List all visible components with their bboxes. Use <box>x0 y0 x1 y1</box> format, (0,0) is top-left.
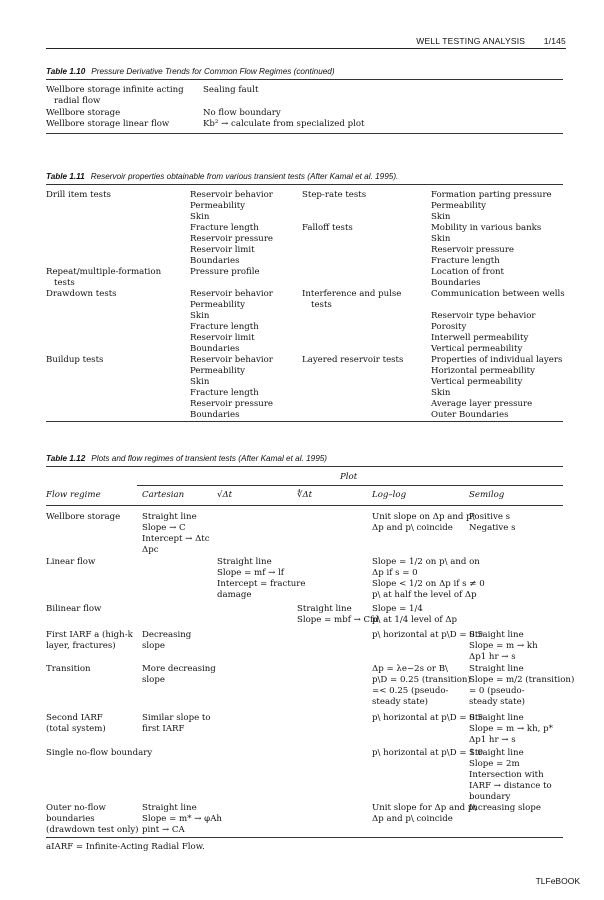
table-cell: IARF → distance to <box>469 781 552 791</box>
table-cell: Porosity <box>431 322 467 332</box>
table-cell: p\ at 1/4 level of Δp <box>372 615 458 625</box>
table-cell: Bilinear flow <box>46 604 102 614</box>
table-cell: slope <box>142 675 165 685</box>
table-cell: Slope = m/2 (transition) <box>469 675 575 685</box>
table-cell: Unit slope on Δp and p\ <box>372 512 475 522</box>
table-rule <box>46 505 563 506</box>
table-1-11-caption <box>46 172 398 181</box>
column-header: √Δt <box>217 490 233 500</box>
table-cell: Intercept → Δtc <box>142 534 210 544</box>
column-header: Semilog <box>469 490 505 500</box>
table-cell: Interwell permeability <box>431 333 529 343</box>
table-cell: p\ at half the level of Δp <box>372 590 477 600</box>
table-cell: damage <box>217 590 252 600</box>
table-cell: Buildup tests <box>46 355 104 365</box>
table-cell: layer, fractures) <box>46 641 116 651</box>
table-label: Table 1.12 <box>46 454 86 463</box>
table-cell: Negative s <box>469 523 516 533</box>
table-cell: Wellbore storage linear flow <box>46 119 170 129</box>
table-cell: Permeability <box>431 201 487 211</box>
table-cell: Average layer pressure <box>431 399 533 409</box>
table-cell: Reservoir pressure <box>190 399 274 409</box>
table-cell: Permeability <box>190 300 246 310</box>
table-cell: slope <box>142 641 165 651</box>
page-number: 1/145 <box>543 36 566 46</box>
table-cell: Straight line <box>469 713 524 723</box>
table-cell: Reservoir behavior <box>190 355 273 365</box>
table-cell: Skin <box>190 212 210 222</box>
table-cell: =< 0.25 (pseudo- <box>372 686 449 696</box>
table-cell: boundaries <box>46 814 95 824</box>
table-cell: Horizontal permeability <box>431 366 535 376</box>
table-cell: Fracture length <box>431 256 500 266</box>
table-cell: Slope = m → kh, p* <box>469 724 553 734</box>
table-rule <box>46 466 563 467</box>
table-cell: No flow boundary <box>203 108 281 118</box>
table-cell: Slope = m → kh <box>469 641 538 651</box>
table-cell: Reservoir pressure <box>190 234 274 244</box>
table-cell: Boundaries <box>431 278 481 288</box>
table-1-10-caption <box>46 67 335 76</box>
table-cell: Δp1 hr → s <box>469 735 516 745</box>
footnote: aIARF = Infinite-Acting Radial Flow. <box>46 842 205 852</box>
table-cell: Outer Boundaries <box>431 410 509 420</box>
table-cell: Vertical permeability <box>431 377 523 387</box>
table-cell: p\ horizontal at p\D = 0.5 <box>372 630 483 640</box>
table-cell: Δp if s = 0 <box>372 568 418 578</box>
caption-text: Reservoir properties obtainable from various transient tests (After Kamal et al. 1995). <box>90 172 399 181</box>
table-cell: Slope = m* → φAh <box>142 814 222 824</box>
table-cell: More decreasing <box>142 664 216 674</box>
table-cell: Properties of individual layers <box>431 355 563 365</box>
table-cell: Straight line <box>469 664 524 674</box>
table-rule <box>46 837 563 838</box>
table-cell: Layered reservoir tests <box>302 355 404 365</box>
table-rule <box>46 184 563 185</box>
table-cell: Slope = 1/2 on p\ and on <box>372 557 480 567</box>
table-cell: steady state) <box>372 697 429 707</box>
table-cell: Skin <box>431 212 451 222</box>
table-cell: Location of front <box>431 267 504 277</box>
table-cell: radial flow <box>54 96 101 106</box>
table-cell: Straight line <box>217 557 272 567</box>
table-cell: Wellbore storage <box>46 108 121 118</box>
table-cell: Intercept = fracture <box>217 579 306 589</box>
table-cell: Wellbore storage infinite acting <box>46 85 184 95</box>
table-cell: Skin <box>190 377 210 387</box>
table-cell: Intersection with <box>469 770 544 780</box>
table-rule <box>46 133 563 134</box>
table-label: Table 1.10 <box>46 67 86 76</box>
table-cell: Reservoir pressure <box>431 245 515 255</box>
table-cell: Drill item tests <box>46 190 111 200</box>
table-cell: p\ horizontal at p\D = 0.5 <box>372 713 483 723</box>
table-cell: Communication between wells <box>431 289 565 299</box>
table-cell: boundary <box>469 792 511 802</box>
table-cell: Transition <box>46 664 91 674</box>
table-cell: Falloff tests <box>302 223 353 233</box>
table-cell: Slope → C <box>142 523 186 533</box>
running-header <box>46 36 566 49</box>
header-title: WELL TESTING ANALYSIS <box>416 36 526 46</box>
table-cell: tests <box>311 300 332 310</box>
table-cell: Fracture length <box>190 322 259 332</box>
table-cell: Similar slope to <box>142 713 211 723</box>
table-cell: Reservoir limit <box>190 333 255 343</box>
table-cell: Increasing slope <box>469 803 541 813</box>
table-cell: Step-rate tests <box>302 190 367 200</box>
table-cell: = 0 (pseudo- <box>469 686 525 696</box>
caption-text: Plots and flow regimes of transient tests (After Kamal et al. 1995) <box>91 454 328 463</box>
plot-group-header: Plot <box>340 472 358 482</box>
table-cell: Δp and p\ coincide <box>372 814 453 824</box>
table-cell: Skin <box>431 388 451 398</box>
table-cell: Straight line <box>469 748 524 758</box>
table-cell: Formation parting pressure <box>431 190 552 200</box>
table-cell: Δp1 hr → s <box>469 652 516 662</box>
table-cell: Vertical permeability <box>431 344 523 354</box>
column-header: Flow regime <box>46 490 101 500</box>
table-cell: Decreasing <box>142 630 192 640</box>
table-cell: Wellbore storage <box>46 512 121 522</box>
table-cell: Δpc <box>142 545 159 555</box>
table-cell: Slope < 1/2 on Δp if s ≠ 0 <box>372 579 485 589</box>
column-header: Log–log <box>372 490 407 500</box>
table-cell: Boundaries <box>190 410 240 420</box>
table-cell: Fracture length <box>190 388 259 398</box>
table-cell: tests <box>54 278 75 288</box>
column-header: ∜Δt <box>297 490 313 500</box>
table-cell: Straight line <box>297 604 352 614</box>
table-cell: Second IARF <box>46 713 103 723</box>
table-cell: Reservoir behavior <box>190 289 273 299</box>
table-1-12-caption <box>46 454 327 463</box>
table-cell: Positive s <box>469 512 511 522</box>
table-cell: Boundaries <box>190 344 240 354</box>
table-cell: Slope = mbf → Cfd <box>297 615 379 625</box>
table-cell: Linear flow <box>46 557 96 567</box>
table-cell: Kb² → calculate from specialized plot <box>203 119 365 129</box>
table-cell: Δp = λe−2s or B\ <box>372 664 448 674</box>
table-cell: Interference and pulse <box>302 289 402 299</box>
table-cell: Fracture length <box>190 223 259 233</box>
table-cell: Permeability <box>190 366 246 376</box>
table-cell: p\D = 0.25 (transition) <box>372 675 471 685</box>
table-rule <box>46 421 563 422</box>
table-rule <box>46 79 563 80</box>
table-cell: first IARF <box>142 724 185 734</box>
table-cell: Δp and p\ coincide <box>372 523 453 533</box>
table-cell: Straight line <box>469 630 524 640</box>
plot-group-rule <box>137 485 563 486</box>
table-cell: Single no-flow boundary <box>46 748 153 758</box>
table-cell: Permeability <box>190 201 246 211</box>
table-cell: Slope = mf → lf <box>217 568 284 578</box>
table-cell: Outer no-flow <box>46 803 106 813</box>
column-header: Cartesian <box>142 490 185 500</box>
table-cell: Straight line <box>142 512 197 522</box>
table-cell: Slope = 1/4 <box>372 604 423 614</box>
table-cell: Reservoir type behavior <box>431 311 536 321</box>
table-cell: Unit slope for Δp and p\ <box>372 803 477 813</box>
caption-text: Pressure Derivative Trends for Common Flow Regimes (continued) <box>91 67 335 76</box>
table-cell: (total system) <box>46 724 106 734</box>
table-cell: pint → CA <box>142 825 185 835</box>
table-cell: Pressure profile <box>190 267 260 277</box>
footer-watermark: TLFeBOOK <box>535 876 580 886</box>
table-cell: Reservoir limit <box>190 245 255 255</box>
table-cell: Straight line <box>142 803 197 813</box>
table-cell: Sealing fault <box>203 85 259 95</box>
table-cell: p\ horizontal at p\D = 1.0 <box>372 748 483 758</box>
table-cell: (drawdown test only) <box>46 825 139 835</box>
table-cell: First IARF a (high-k <box>46 630 133 640</box>
table-cell: Slope = 2m <box>469 759 520 769</box>
table-cell: Skin <box>190 311 210 321</box>
table-cell: steady state) <box>469 697 526 707</box>
table-cell: Reservoir behavior <box>190 190 273 200</box>
table-cell: Skin <box>431 234 451 244</box>
table-cell: Boundaries <box>190 256 240 266</box>
table-label: Table 1.11 <box>46 172 85 181</box>
table-cell: Drawdown tests <box>46 289 117 299</box>
table-cell: Mobility in various banks <box>431 223 542 233</box>
table-cell: Repeat/multiple-formation <box>46 267 162 277</box>
